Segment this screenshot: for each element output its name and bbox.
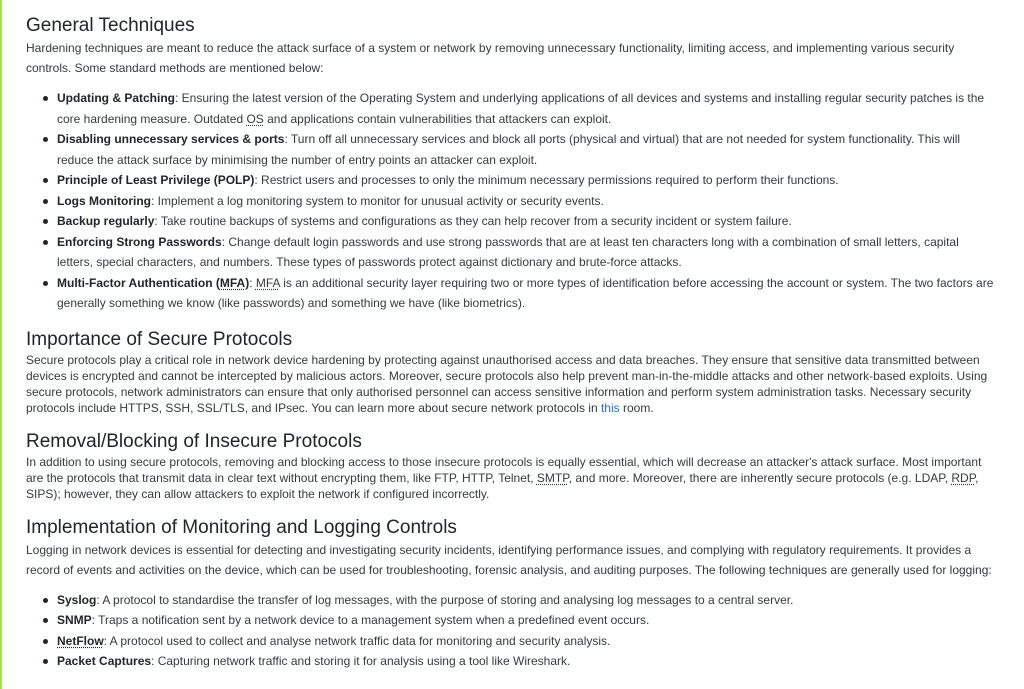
monitoring-logging-heading: Implementation of Monitoring and Logging Controls [26,516,457,538]
bullet-icon [43,659,48,664]
list-item-syslog: Syslog: A protocol to standardise the transfer of log messages, with the purpose of storing and analysing log messages to a central server. [57,590,994,611]
bullet-icon [43,96,48,101]
bullet-icon [43,199,48,204]
bullet-icon [43,240,48,245]
bullet-icon [43,598,48,603]
article-content [26,14,994,672]
monitoring-logging-intro: Logging in network devices is essential for detecting and investigating security incidents, identifying performance issues, and complying with regulatory requirements. It provides a record of events and activities on the device, which can be used for troubleshooting, forensic analysis, and auditing purposes. The following techniques are generally used for logging: [26,542,992,577]
list-item-least-privilege: Principle of Least Privilege (POLP): Restrict users and processes to only the minimum necessary permissions required to perform their functions. [57,170,994,191]
general-techniques-heading: General Techniques [26,15,195,36]
bullet-icon [43,178,48,183]
list-item-strong-passwords: Enforcing Strong Passwords: Change default login passwords and use strong passwords that are at least ten characters long with a combination of small letters, capital letters, special characters, and numbers. These types of passwords protect against dictionary and brute-force attacks. [57,232,994,273]
secure-protocols-heading: Importance of Secure Protocols [26,328,293,350]
abbr-mfa-label: MFA [219,275,246,290]
general-techniques-intro: Hardening techniques are meant to reduce the attack surface of a system or network by removing unnecessary functionality, limiting access, and implementing various security controls. Some standard methods are mentioned below: [26,41,955,75]
list-item-backup: Backup regularly: Take routine backups of systems and configurations as they can help recover from a security incident or system failure. [57,211,994,232]
bullet-icon [43,639,48,644]
list-item-disabling-services: Disabling unnecessary services & ports: Turn off all unnecessary services and block all ports (physical and virtual) that are not needed for system functionality. This will reduce the attack surface by minimising the number of entry points an attacker can exploit. [57,129,994,170]
list-item-logs-monitoring: Logs Monitoring: Implement a log monitoring system to monitor for unusual activity or security events. [57,191,994,212]
list-item-netflow: NetFlow: A protocol used to collect and analyse network traffic data for monitoring and security analysis. [57,631,994,652]
insecure-protocols-body: In addition to using secure protocols, removing and blocking access to those insecure protocols is equally essential, which will decrease an attacker's attack surface. Most important are the protocols that transmit data in clear text without encrypting them, like FTP, HTTP, Telnet, SMTP, and more. Moreover, there are inherently secure protocols (e.g. LDAP, RDP, SIPS); however, they can allow attackers to exploit the network if configured incorrectly. [26,454,982,501]
list-item-updating-patching: Updating & Patching: Ensuring the latest version of the Operating System and underlying applications of all devices and systems and installing regular security patches is the core hardening measure. Outdated OS and applications contain vulnerabilities that attackers can exploit. [57,88,994,129]
abbr-rdp: RDP [951,470,976,485]
abbr-os: OS [246,111,264,126]
abbr-smtp: SMTP [536,470,569,485]
this-room-link[interactable]: this [600,400,620,415]
list-item-mfa: Multi-Factor Authentication (MFA): MFA is an additional security layer requiring two or more types of identification before accessing the account or system. The two factors are generally something we know (like passwords) and something we have (like biometrics). [57,273,994,314]
list-item-packet-captures: Packet Captures: Capturing network traffic and storing it for analysis using a tool like Wireshark. [57,651,994,672]
list-item-snmp: SNMP: Traps a notification sent by a network device to a management system when a predefined event occurs. [57,610,994,631]
abbr-mfa: MFA [255,275,280,290]
left-accent-bar [0,0,2,689]
bullet-icon [43,281,48,286]
bullet-icon [43,618,48,623]
bullet-icon [43,137,48,142]
bullet-icon [43,219,48,224]
general-techniques-list [26,88,994,314]
logging-techniques-list [26,590,994,672]
secure-protocols-body: Secure protocols play a critical role in network device hardening by protecting against unauthorised access and data breaches. They ensure that sensitive data transmitted between devices is encrypted and cannot be intercepted by malicious actors. Moreover, secure protocols also help prevent man-in-the-middle attacks and other network-based exploits. Using secure protocols, network administrators can ensure that only authorised personnel can access sensitive information and perform system administration tasks. Necessary security protocols include HTTPS, SSH, SSL/TLS, and IPsec. You can learn more about secure network protocols in this room. [26,352,988,415]
insecure-protocols-heading: Removal/Blocking of Insecure Protocols [26,430,362,452]
